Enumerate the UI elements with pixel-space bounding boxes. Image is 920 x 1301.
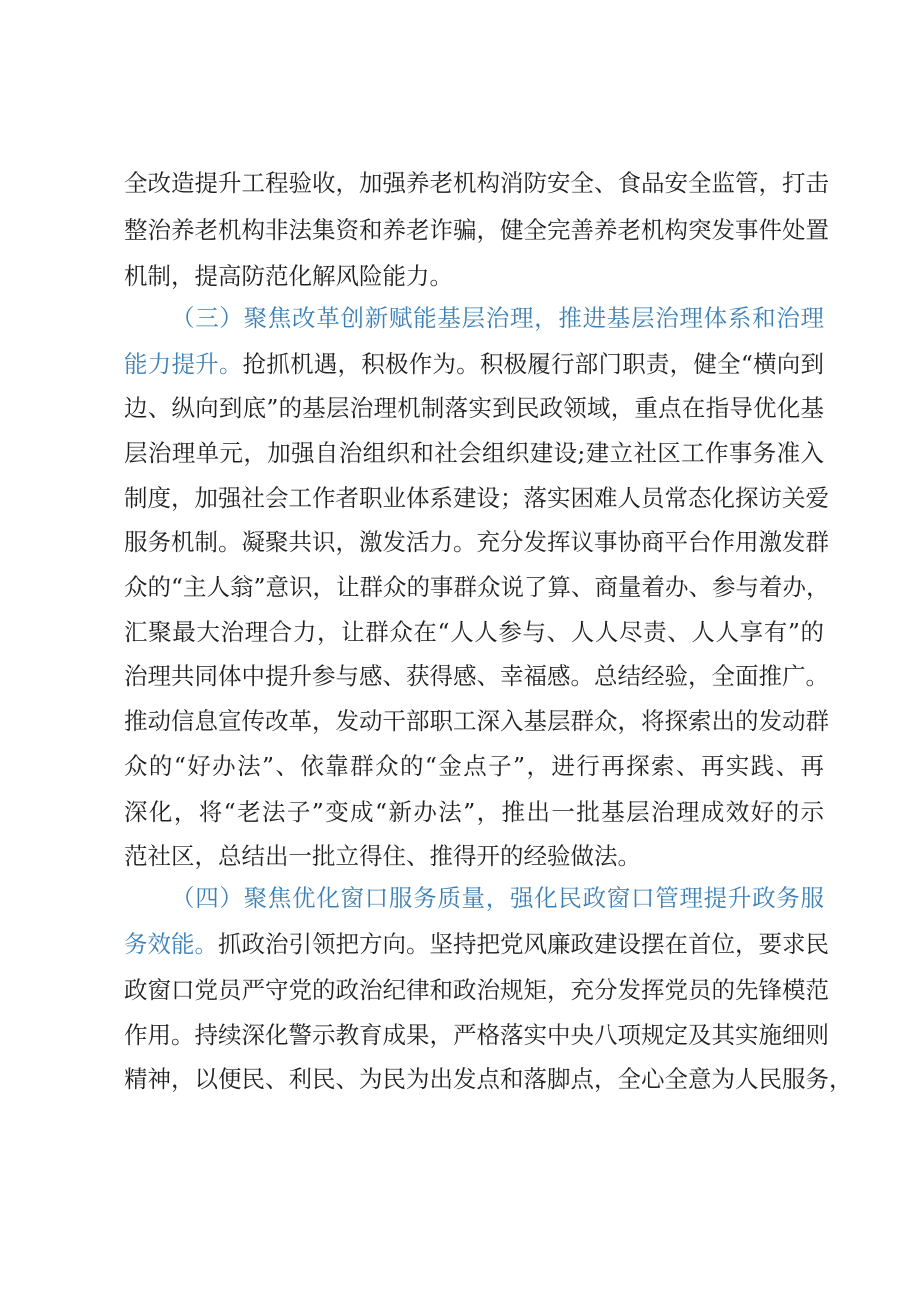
section-heading-tail: 务效能。 [124, 930, 218, 958]
body-text-line: 政窗口党员严守党的政治纪律和政治规矩，充分发挥党员的先锋模范 [124, 976, 829, 1004]
body-text-line: 众的“主人翁”意识，让群众的事群众说了算、商量着办、参与着办， [124, 573, 830, 601]
body-text-line: 边、纵向到底”的基层治理机制落实到民政领域，重点在指导优化基 [124, 394, 824, 422]
body-text-line: 推动信息宣传改革，发动干部职工深入基层群众，将探索出的发动群 [124, 707, 829, 735]
body-text-segment: 抢抓机遇，积极作为。积极履行部门职责，健全“横向到 [242, 350, 825, 378]
body-text-line: 层治理单元，加强自治组织和社会组织建设;建立社区工作事务准入 [124, 439, 824, 467]
section-heading-line: （四）聚焦优化窗口服务质量，强化民政窗口管理提升政务服 [171, 884, 824, 912]
body-text-line: 精神，以便民、利民、为民为出发点和落脚点，全心全意为人民服务， [124, 1065, 853, 1093]
body-text-segment: 抓政治引领把方向。坚持把党风廉政建设摆在首位，要求民 [218, 930, 829, 958]
body-text-line [124, 346, 824, 382]
body-text-line: 汇聚最大治理合力，让群众在“人人参与、人人尽责、人人享有”的 [124, 618, 824, 646]
body-text-line: 整治养老机构非法集资和养老诈骗，健全完善养老机构突发事件处置 [124, 216, 829, 244]
body-text-line: 机制，提高防范化解风险能力。 [124, 262, 453, 290]
section-heading-line: （三）聚焦改革创新赋能基层治理，推进基层治理体系和治理 [171, 304, 824, 332]
body-text-line: 范社区，总结出一批立得住、推得开的经验做法。 [124, 842, 641, 870]
body-text-line: 制度，加强社会工作者职业体系建设；落实困难人员常态化探访关爱 [124, 484, 829, 512]
body-text-line: 治理共同体中提升参与感、获得感、幸福感。总结经验，全面推广。 [124, 662, 829, 690]
body-text-line: 作用。持续深化警示教育成果，严格落实中央八项规定及其实施细则 [124, 1021, 829, 1049]
body-text-line: 深化，将“老法子”变成“新办法”，推出一批基层治理成效好的示 [124, 798, 824, 826]
body-text-line [124, 926, 829, 962]
body-text-line: 众的“好办法”、依靠群众的“金点子”，进行再探索、再实践、再 [124, 752, 824, 780]
body-text-line: 服务机制。凝聚共识，激发活力。充分发挥议事协商平台作用激发群 [124, 528, 829, 556]
section-heading-tail: 能力提升。 [124, 350, 243, 378]
body-text-line: 全改造提升工程验收，加强养老机构消防安全、食品安全监管，打击 [124, 169, 829, 197]
